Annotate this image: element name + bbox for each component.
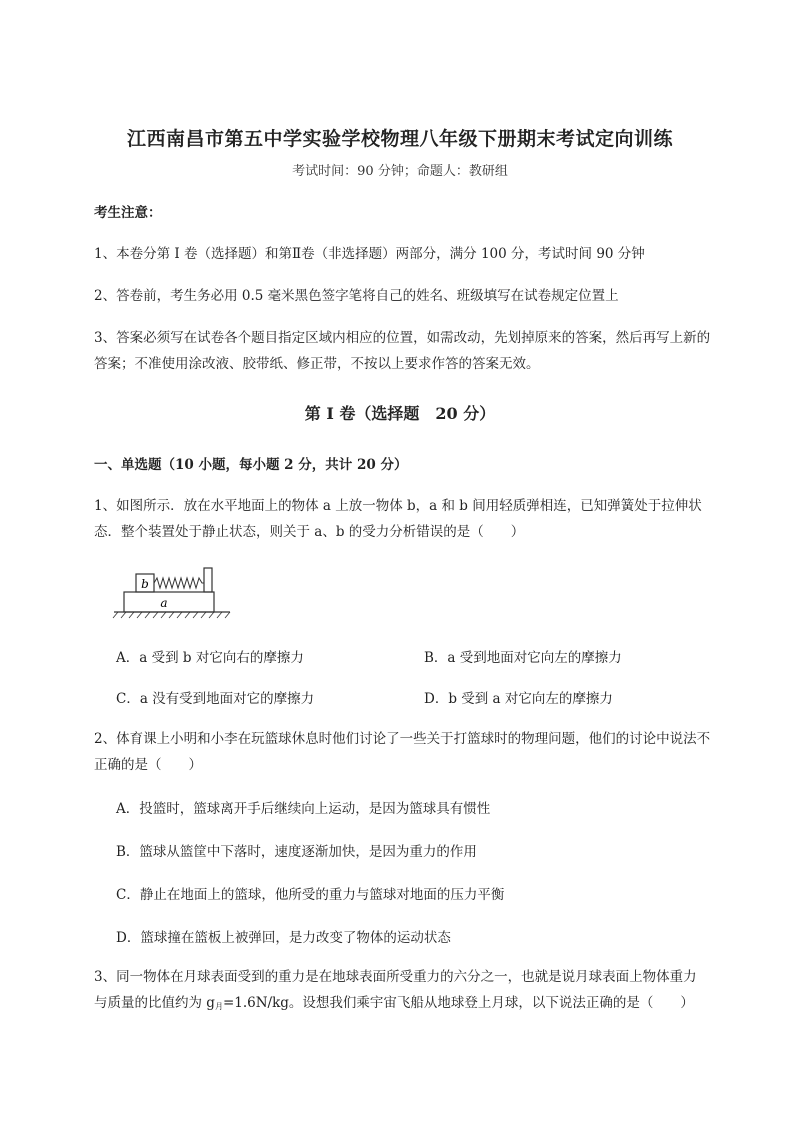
- q3-line-1: 3、同一物体在月球表面受到的重力是在地球表面所受重力的六分之一，也就是说月球表面上物体重力: [94, 969, 697, 985]
- q2-option-b[interactable]: B．篮球从篮筐中下落时，速度逐渐加快，是因为重力的作用: [116, 844, 477, 860]
- block-a: [124, 592, 214, 612]
- notice-item-3: 3、答案必须写在试卷各个题目指定区域内相应的位置，如需改动，先划掉原来的答案，然后再写上新的答案；不准使用涂改液、胶带纸、修正带，不按以上要求作答的答案无效。: [94, 330, 711, 372]
- q1-figure: [112, 562, 232, 620]
- q2-option-a[interactable]: A．投篮时，篮球离开手后继续向上运动，是因为篮球具有惯性: [116, 801, 491, 817]
- spring: [154, 578, 204, 588]
- question-3-stem: [94, 964, 714, 1020]
- question-1-stem: 1、如图所示．放在水平地面上的物体 a 上放一物体 b，a 和 b 间用轻质弹相连，已知弹簧处于拉伸状态．整个装置处于静止状态，则关于 a、b 的受力分析错误的是（ ）: [94, 498, 702, 540]
- q2-option-d[interactable]: D．篮球撞在篮板上被弹回，是力改变了物体的运动状态: [116, 930, 451, 946]
- wall-post: [204, 568, 212, 592]
- q2-option-c[interactable]: C．静止在地面上的篮球，他所受的重力与篮球对地面的压力平衡: [116, 887, 505, 903]
- q3-line-2-start: 与质量的比值约为 g: [94, 995, 215, 1011]
- q1-option-d[interactable]: D．b 受到 a 对它向左的摩擦力: [424, 691, 613, 707]
- label-b: b: [141, 577, 149, 591]
- exam-info: 考试时间：90 分钟；命题人：教研组: [292, 164, 508, 179]
- q1-option-b[interactable]: B．a 受到地面对它向左的摩擦力: [424, 650, 622, 666]
- notice-item-2: 2、答卷前，考生务必用 0.5 毫米黑色签字笔将自己的姓名、班级填写在试卷规定位置上: [94, 288, 619, 304]
- page-title: 江西南昌市第五中学实验学校物理八年级下册期末考试定向训练: [126, 128, 673, 150]
- section-title: 第 I 卷（选择题 20 分）: [304, 404, 496, 423]
- notice-item-1: 1、本卷分第 I 卷（选择题）和第Ⅱ卷（非选择题）两部分，满分 100 分，考试时间 90 分钟: [94, 246, 645, 262]
- q1-option-c[interactable]: C．a 没有受到地面对它的摩擦力: [116, 691, 315, 707]
- q3-line-2: [94, 990, 714, 1020]
- q3-subscript: 月: [214, 1002, 223, 1011]
- q3-line-2-end: =1.6N/kg。设想我们乘宇宙飞船从地球登上月球，以下说法正确的是（ ）: [222, 995, 694, 1011]
- part-heading: 一、单选题（10 小题，每小题 2 分，共计 20 分）: [94, 457, 408, 473]
- notice-heading: 考生注意：: [94, 205, 162, 221]
- question-2-stem: 2、体育课上小明和小李在玩篮球休息时他们讨论了一些关于打篮球时的物理问题，他们的讨论中说法不正确的是（ ）: [94, 731, 711, 773]
- q1-option-a[interactable]: A．a 受到 b 对它向右的摩擦力: [116, 650, 304, 666]
- label-a: a: [160, 596, 168, 610]
